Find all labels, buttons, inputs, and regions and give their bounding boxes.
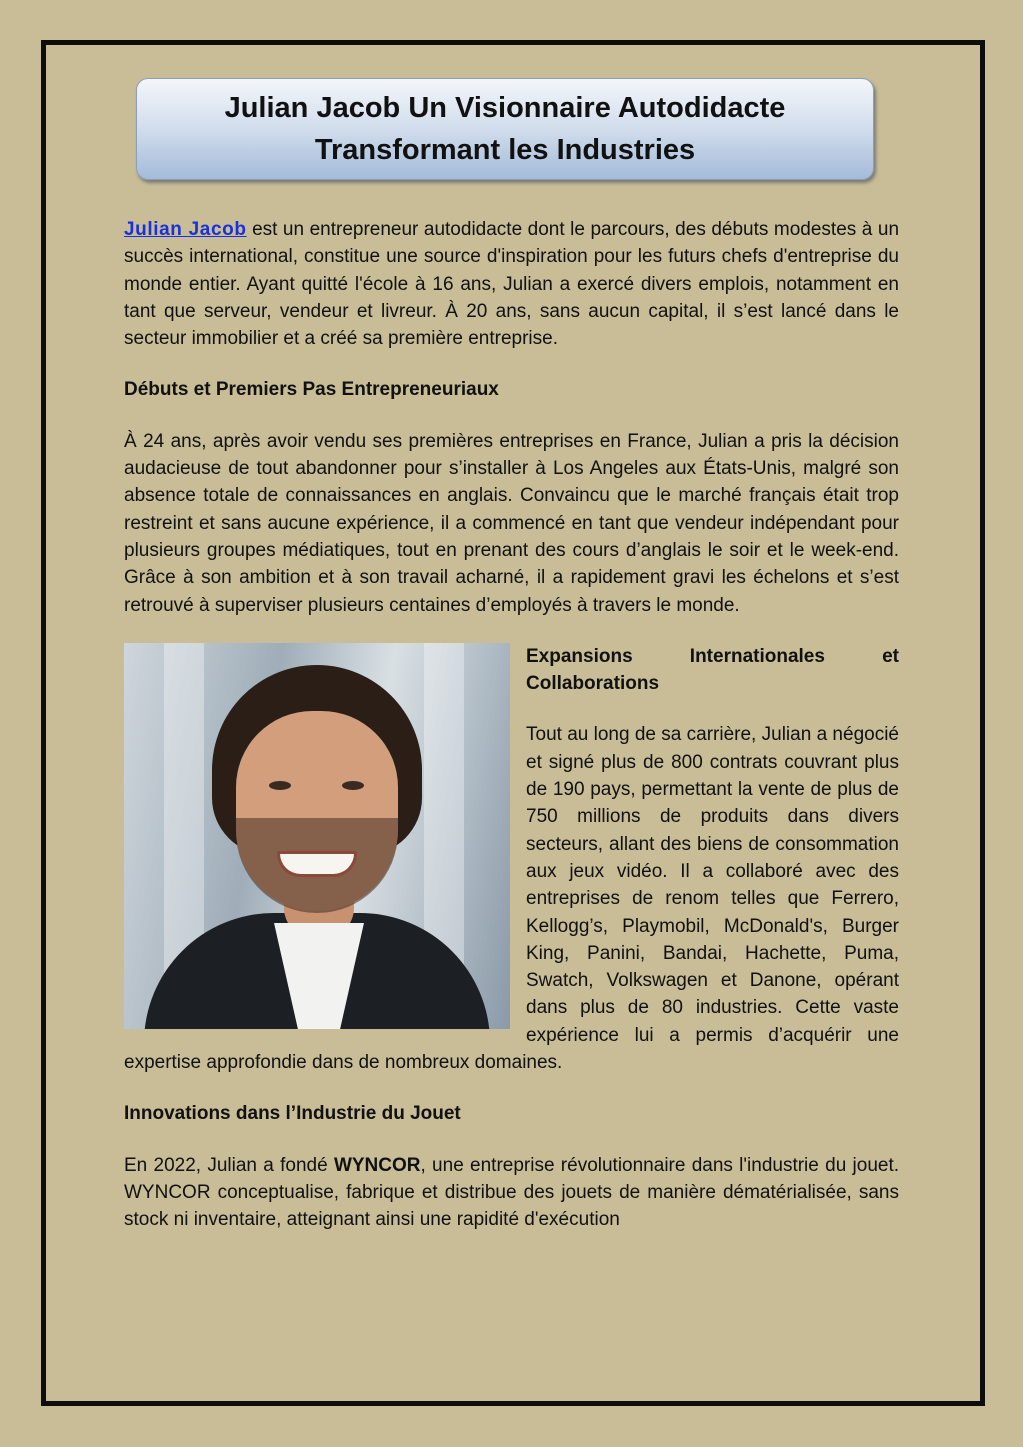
section-paragraph-innovations <box>124 1152 899 1234</box>
wyncor-brand: WYNCOR <box>333 1154 421 1176</box>
section-paragraph-debuts: À 24 ans, après avoir vendu ses premières entreprises en France, Julian a pris la décision audacieuse de tout abandonner pour s’installer à Los Angeles aux États-Unis, malgré son absence totale de connaissances en anglais. Convaincu que le marché français était trop restreint et sans aucune expérience, il a commencé en tant que vendeur indépendant pour plusieurs groupes médiatiques, tout en prenant des cours d’anglais le soir et le week-end. Grâce à son ambition et à son travail acharné, il a rapidement gravi les échelons et s’est retrouvé à superviser plusieurs centaines d’employés à travers le monde. <box>124 430 899 616</box>
intro-text: est un entrepreneur autodidacte dont le parcours, des débuts modestes à un succès international, constitue une source d'inspiration pour les futurs chefs d'entreprise du monde entier. Ayant quitté l'école à 16 ans, Julian a exercé divers emplois, notamment en tant que serveur, vendeur et livreur. À 20 ans, sans aucun capital, il s’est lancé dans le secteur immobilier et a créé sa première entreprise. <box>124 219 900 350</box>
section-paragraph-expansions: Tout au long de sa carrière, Julian a négocié et signé plus de 800 contrats couvrant plus de 190 pays, permettant la vente de plus de 750 millions de produits dans divers secteurs, allant des biens de consommation aux jeux vidéo. Il a collaboré avec des entreprises de renom telles que Ferrero, Kellogg’s, Playmobil, McDonald's, Burger King, Panini, Bandai, Hachette, Puma, Swatch, Volkswagen et Danone, opérant dans plus de 80 industries. Cette vaste expérience lui a permis d’acquérir une expertise approfondie dans de nombreux domaines. <box>124 724 899 1074</box>
article-body <box>124 216 899 1258</box>
title-banner <box>136 78 874 180</box>
intro-paragraph <box>124 216 899 352</box>
title-line-1: Julian Jacob Un Visionnaire Autodidacte <box>224 92 786 124</box>
section-heading-innovations: Innovations dans l’Industrie du Jouet <box>124 1103 461 1125</box>
title-line-2: Transformant les Industries <box>314 134 696 166</box>
julian-jacob-link[interactable]: Julian Jacob <box>124 219 247 240</box>
innovations-text-rest: , une entreprise révolutionnaire dans l'industrie du jouet. WYNCOR conceptualise, fabrique et distribue des jouets de manière dématérialisée, sans stock ni inventaire, atteignant ainsi une rapidité d'exécution <box>124 1154 900 1231</box>
innovations-text-start: En 2022, Julian a fondé <box>124 1154 334 1176</box>
section-heading-expansions: Expansions Internationales et Collaborations <box>526 645 899 695</box>
section-heading-debuts: Débuts et Premiers Pas Entrepreneuriaux <box>124 379 499 401</box>
portrait-photo <box>124 643 510 1029</box>
